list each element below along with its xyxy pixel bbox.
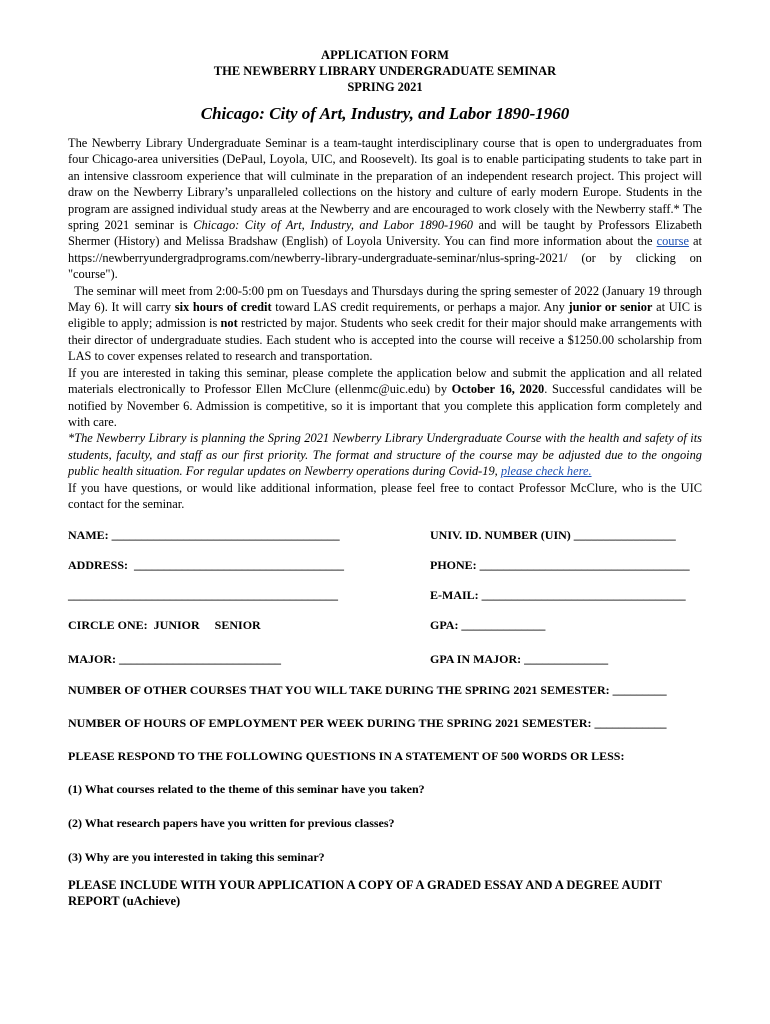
respond-instruction: PLEASE RESPOND TO THE FOLLOWING QUESTIONS IN A STATEMENT OF 500 WORDS OR LESS: <box>68 749 625 764</box>
email-field[interactable]: E-MAIL: __________________________________ <box>430 588 686 603</box>
name-field[interactable]: NAME: ______________________________________ <box>68 528 340 543</box>
application-form-page <box>68 47 706 909</box>
header-line-1: APPLICATION FORM <box>321 48 449 62</box>
course-link[interactable]: course <box>656 234 689 249</box>
gpa-in-major-field[interactable]: GPA IN MAJOR: ______________ <box>430 652 609 667</box>
intro-text <box>68 135 706 512</box>
applicant-form <box>68 528 702 909</box>
final-instruction: PLEASE INCLUDE WITH YOUR APPLICATION A COPY OF A GRADED ESSAY AND A DEGREE AUDIT REPORT (uAchieve) <box>68 878 662 909</box>
uin-field[interactable]: UNIV. ID. NUMBER (UIN) _________________ <box>430 528 676 543</box>
course-title: Chicago: City of Art, Industry, and Labor 1890-1960 <box>200 104 570 123</box>
address-field[interactable]: ADDRESS: ___________________________________ <box>68 558 345 573</box>
gpa-field[interactable]: GPA: ______________ <box>430 618 546 633</box>
header-line-3: SPRING 2021 <box>347 80 423 94</box>
form-row-name <box>68 528 702 558</box>
schedule-paragraph: The seminar will meet from 2:00-5:00 pm on Tuesdays and Thursdays during the spring semester of 2022 (January 19 through May 6). It will carry six hours of credit toward LAS credit requirements, or perhaps a major. Any junior or senior at UIC is eligible to apply; admission is not restricted by major. Students who seek credit for their major should make arrangements with their director of undergraduate studies. Each student who is accepted into the course will receive a $1250.00 scholarship from LAS to cover expenses related to research and transportation. <box>68 283 706 364</box>
question-3: (3) Why are you interested in taking this seminar? <box>68 850 325 865</box>
major-field[interactable]: MAJOR: ___________________________ <box>68 652 281 667</box>
submission-paragraph: If you are interested in taking this seminar, please complete the application below and submit the application and all related materials electronically to Professor Ellen McClure (ellenmc@uic.edu) by October 16, 2020. Successful candidates will be notified by November 6. Admission is competitive, so it is important that you complete this application form completely and with care. <box>68 365 702 429</box>
question-2: (2) What research papers have you written for previous classes? <box>68 816 395 831</box>
header-line-2: THE NEWBERRY LIBRARY UNDERGRADUATE SEMINAR <box>213 64 557 78</box>
address-line-2-field[interactable]: _____________________________________________ <box>68 588 338 603</box>
form-row-address <box>68 558 702 588</box>
form-header <box>68 47 702 95</box>
employment-hours-field[interactable]: NUMBER OF HOURS OF EMPLOYMENT PER WEEK DURING THE SPRING 2021 SEMESTER: ____________ <box>68 716 667 731</box>
form-row-major <box>68 652 702 682</box>
please-check-here-link[interactable]: please check here. <box>500 464 592 479</box>
form-row-circle <box>68 618 702 652</box>
contact-paragraph: If you have questions, or would like additional information, please feel free to contact Professor McClure, who is the UIC contact for the seminar. <box>68 480 702 511</box>
question-1: (1) What courses related to the theme of this seminar have you taken? <box>68 782 425 797</box>
class-standing-choice[interactable]: CIRCLE ONE: JUNIOR SENIOR <box>68 618 261 633</box>
covid-note-paragraph: *The Newberry Library is planning the Spring 2021 Newberry Library Undergraduate Course with the health and safety of its students, faculty, and staff as our first priority. The format and structure of the course may be adjusted due to the ongoing public health situation. For regular updates on Newberry operations during Covid-19, please check here. <box>68 431 702 479</box>
intro-paragraph: The Newberry Library Undergraduate Seminar is a team-taught interdisciplinary course that is open to undergraduates from four Chicago-area universities (DePaul, Loyola, UIC, and Roosevelt). Its goal is to enable participating students to take part in an intensive classroom experience that will culminate in the preparation of an independent research project. This project will draw on the Newberry Library’s unparalleled collections on the history and culture of early modern Europe. Students in the program are assigned individual study areas at the Newberry and are encouraged to work closely with the Newberry staff.* The spring 2021 seminar is Chicago: City of Art, Industry, and Labor 1890-1960 and will be taught by Professors Elizabeth Shermer (History) and Melissa Bradshaw (English) of Loyola University. You can find more information about the course at https://newberryundergradprograms.com/newberry-library-undergraduate-seminar/nlus-spring-2021/ (or by clicking on "course"). <box>68 136 702 282</box>
form-row-address2 <box>68 588 702 618</box>
other-courses-field[interactable]: NUMBER OF OTHER COURSES THAT YOU WILL TAKE DURING THE SPRING 2021 SEMESTER: _________ <box>68 683 667 698</box>
phone-field[interactable]: PHONE: ___________________________________ <box>430 558 690 573</box>
